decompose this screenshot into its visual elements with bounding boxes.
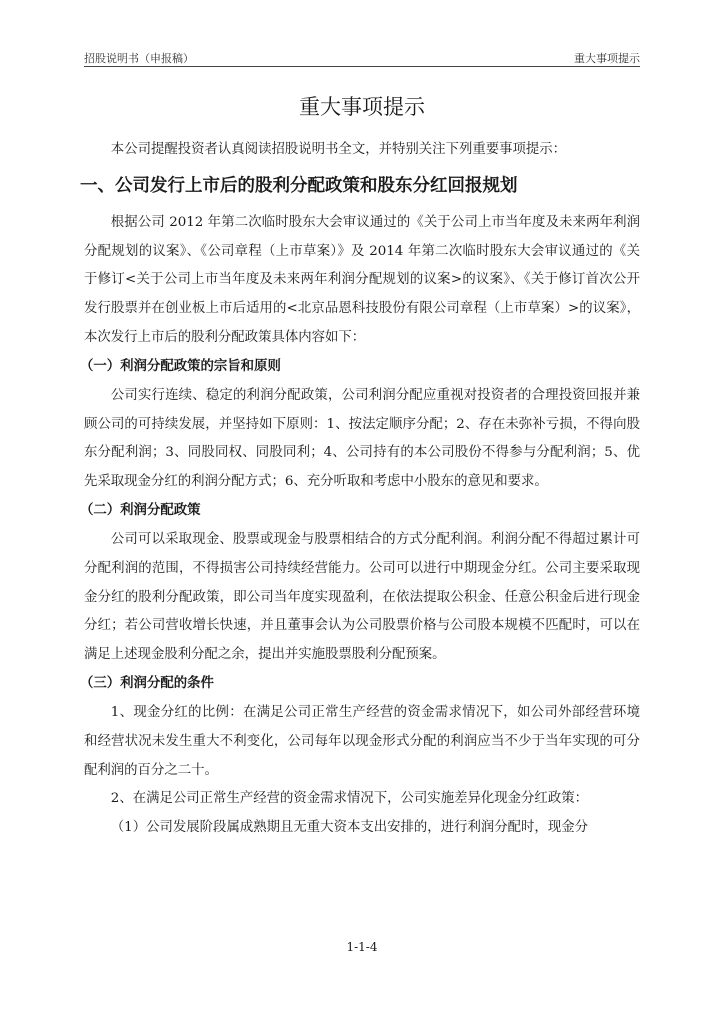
subsection-1-paragraph: 公司实行连续、稳定的利润分配政策，公司利润分配应重视对投资者的合理投资回报并兼顾公司的可持续发展，并坚持如下原则：1、按法定顺序分配；2、存在未弥补亏损，不得向股东分配利润；3、同股同权、同股同利；4、公司持有的本公司股份不得参与分配利润；5、优先采取现金分红的利润分配方式；6、充分听取和考虑中小股东的意见和要求。: [84, 387, 640, 490]
header-document-name: 招股说明书（申报稿）: [84, 52, 194, 65]
document-body: [80, 92, 640, 843]
intro-paragraph: 本公司提醒投资者认真阅读招股说明书全文，并特别关注下列重要事项提示：: [110, 142, 567, 157]
page-number: 1-1-4: [346, 940, 378, 954]
section-1-heading: 一、公司发行上市后的股利分配政策和股东分红回报规划: [80, 175, 518, 196]
header-rule: [84, 66, 640, 67]
section-1-paragraph: 根据公司 2012 年第二次临时股东大会审议通过的《关于公司上市当年度及未来两年利润分配规划的议案》、《公司章程（上市草案）》及 2014 年第二次临时股东大会审议通过的《关于修订<关于公司上市当年度及未来两年利润分配规划的议案>的议案》、《关于修订首次公开发行股票并在创业板上市后适用的<北京品恩科技股份有限公司章程（上市草案）>的议案》，本次发行上市后的股利分配政策具体内容如下：: [84, 214, 640, 345]
subsection-3-paragraph-2: 2、在满足公司正常生产经营的资金需求情况下，公司实施差异化现金分红政策：: [110, 791, 588, 807]
subsection-3-paragraph-3: （1）公司发展阶段属成熟期且无重大资本支出安排的，进行利润分配时，现金分: [110, 820, 588, 836]
subsection-2-paragraph: 公司可以采取现金、股票或现金与股票相结合的方式分配利润。利润分配不得超过累计可分配利润的范围，不得损害公司持续经营能力。公司可以进行中期现金分红。公司主要采取现金分红的股利分配政策，即公司当年度实现盈利，在依法提取公积金、任意公积金后进行现金分红；若公司营收增长快速，并且董事会认为公司股票价格与公司股本规模不匹配时，可以在满足上述现金股利分配之余，提出并实施股票股利分配预案。: [84, 531, 640, 663]
page-header: [84, 46, 640, 68]
subsection-2-heading: （二）利润分配政策: [80, 502, 201, 518]
subsection-3-heading: （三）利润分配的条件: [80, 675, 214, 691]
subsection-3-paragraph-1: 1、现金分红的比例：在满足公司正常生产经营的资金需求情况下，如公司外部经营环境和经营状况未发生重大不利变化，公司每年以现金形式分配的利润应当不少于当年实现的可分配利润的百分之二十。: [84, 704, 640, 778]
subsection-1-heading: （一）利润分配政策的宗旨和原则: [80, 358, 281, 374]
page-title: 重大事项提示: [299, 95, 425, 119]
header-section-name: 重大事项提示: [574, 52, 640, 65]
